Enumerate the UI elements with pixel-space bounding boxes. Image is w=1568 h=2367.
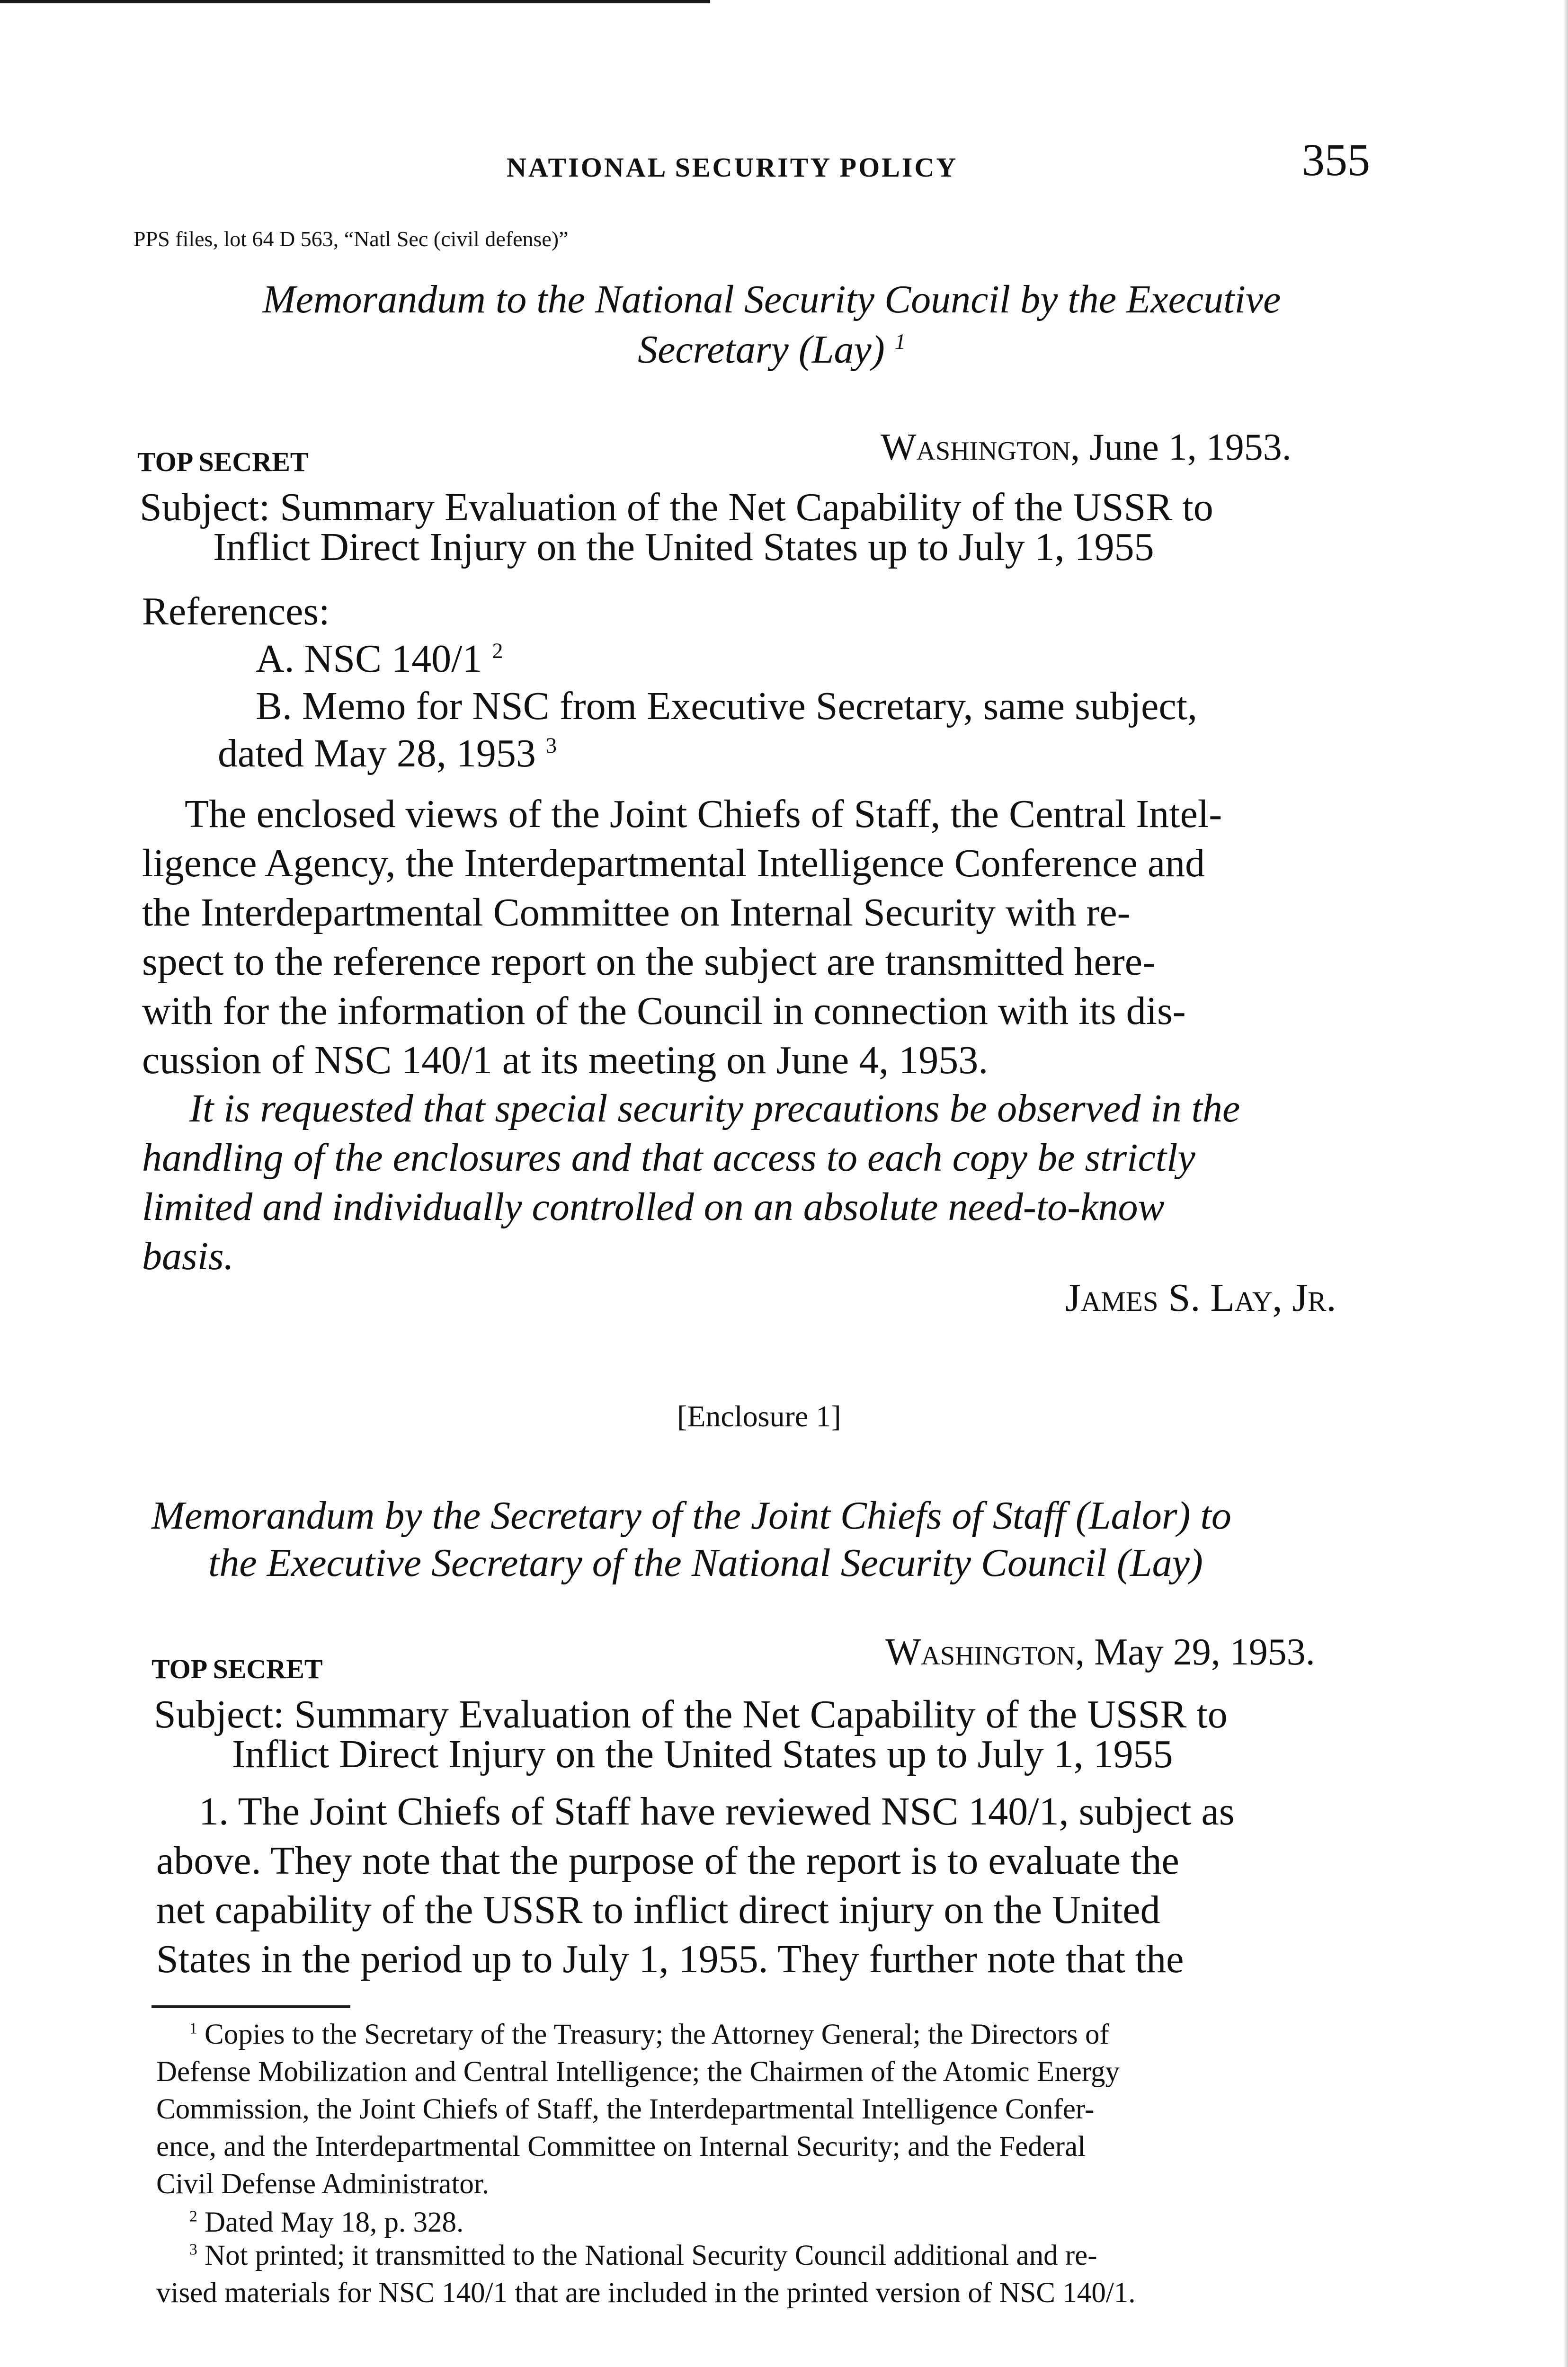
doc1-paragraph-2 — [142, 1084, 1401, 1281]
doc1-title-line2-text: Secretary (Lay) — [638, 328, 885, 372]
doc1-p1-line: ligence Agency, the Interdepartmental Intelligence Conference and — [142, 841, 1205, 885]
footnote-2 — [189, 2204, 463, 2241]
footnote-1-text: Copies to the Secretary of the Treasury; the Attorney General; the Directors of — [205, 2019, 1109, 2050]
footnote-1-line: Civil Defense Administrator. — [156, 2168, 490, 2200]
doc1-p1-line: with for the information of the Council in connection with its dis- — [142, 989, 1186, 1033]
enclosure-label: [Enclosure 1] — [677, 1399, 841, 1433]
footnote-1-line: Commission, the Joint Chiefs of Staff, the Interdepartmental Intelligence Confer- — [156, 2093, 1095, 2125]
references-label: References: — [142, 589, 330, 633]
page-number: 355 — [1302, 134, 1370, 185]
footnote-1-line: ence, and the Interdepartmental Committee on Internal Security; and the Federal — [156, 2131, 1086, 2162]
doc1-p1-line: spect to the reference report on the subject are transmitted here- — [142, 940, 1156, 984]
doc1-subject-line2: Inflict Direct Injury on the United States up to July 1, 1955 — [213, 525, 1154, 569]
doc2-paragraph-1 — [156, 1787, 1406, 1984]
doc1-footnote-ref-1: 1 — [894, 329, 906, 354]
footnote-2-text: Dated May 18, p. 328. — [205, 2207, 464, 2238]
doc2-p1-line: above. They note that the purpose of the report is to evaluate the — [156, 1839, 1179, 1883]
footnote-3-mark: 3 — [189, 2241, 197, 2259]
doc2-dateline — [885, 1631, 1315, 1674]
doc1-p2-line: limited and individually controlled on an absolute need-to-know — [142, 1185, 1165, 1229]
doc2-date: , May 29, 1953. — [1075, 1631, 1315, 1673]
reference-a — [256, 634, 503, 684]
doc1-p1-line: cussion of NSC 140/1 at its meeting on June 4, 1953. — [142, 1038, 989, 1082]
source-citation: PPS files, lot 64 D 563, “Natl Sec (civil defense)” — [134, 227, 569, 251]
doc1-p1-line: The enclosed views of the Joint Chiefs of Staff, the Central Intel- — [185, 792, 1222, 836]
doc1-dateline — [881, 426, 1292, 469]
doc1-title-line1: Memorandum to the National Security Council by the Executive — [262, 277, 1281, 321]
top-border-line — [0, 0, 710, 3]
doc1-place: Washington — [881, 427, 1071, 468]
footnote-3-line — [156, 2237, 1416, 2274]
footnote-1 — [156, 2016, 1406, 2203]
footnote-1-mark: 1 — [189, 2020, 197, 2038]
doc1-p2-line: basis. — [142, 1234, 234, 1278]
doc1-date: , June 1, 1953. — [1070, 427, 1292, 468]
reference-b-line1: B. Memo for NSC from Executive Secretary, same subject, — [256, 684, 1198, 728]
reference-b-note: 3 — [545, 733, 557, 757]
running-head: NATIONAL SECURITY POLICY — [507, 152, 958, 183]
page-edge-shadow — [1563, 0, 1568, 2367]
footnote-rule — [151, 2005, 350, 2008]
footnote-3-line: vised materials for NSC 140/1 that are included in the printed version of NSC 140/1. — [156, 2277, 1136, 2309]
doc1-p2-line: handling of the enclosures and that access to each copy be strictly — [142, 1136, 1195, 1180]
footnote-1-line: Defense Mobilization and Central Intelligence; the Chairmen of the Atomic Energy — [156, 2056, 1120, 2088]
doc1-title-line2 — [142, 325, 1401, 375]
reference-b-line2-text: dated May 28, 1953 — [218, 731, 536, 775]
doc2-title-line1: Memorandum by the Secretary of the Joint Chiefs of Staff (Lalor) to — [151, 1494, 1231, 1538]
reference-a-note: 2 — [492, 639, 503, 663]
doc2-p1-line: net capability of the USSR to inflict direct injury on the United — [156, 1888, 1160, 1932]
doc2-title-line2: the Executive Secretary of the National Security Council (Lay) — [208, 1541, 1203, 1585]
doc1-p1-line: the Interdepartmental Committee on Internal Security with re- — [142, 890, 1131, 934]
reference-b-line2 — [218, 729, 557, 778]
reference-a-text: A. NSC 140/1 — [256, 637, 482, 681]
footnote-2-mark: 2 — [189, 2207, 197, 2225]
footnote-3-text: Not printed; it transmitted to the National Security Council additional and re- — [205, 2240, 1097, 2271]
doc2-classification: TOP SECRET — [151, 1654, 323, 1684]
doc2-p1-line: 1. The Joint Chiefs of Staff have reviewed NSC 140/1, subject as — [199, 1789, 1235, 1833]
doc1-paragraph-1 — [142, 790, 1392, 1085]
doc1-subject-line1: Subject: Summary Evaluation of the Net Capability of the USSR to — [140, 485, 1213, 529]
doc1-p2-line: It is requested that special security precautions be observed in the — [189, 1086, 1240, 1130]
doc1-classification: TOP SECRET — [137, 446, 309, 477]
doc2-place: Washington — [885, 1631, 1076, 1673]
footnote-3 — [156, 2237, 1416, 2312]
footnote-1-line — [156, 2016, 1406, 2053]
doc2-subject-line2: Inflict Direct Injury on the United States up to July 1, 1955 — [232, 1732, 1173, 1776]
doc2-subject-line1: Subject: Summary Evaluation of the Net Capability of the USSR to — [154, 1692, 1228, 1736]
doc1-title — [142, 275, 1401, 375]
signature: James S. Lay, Jr. — [1065, 1276, 1336, 1320]
doc2-p1-line: States in the period up to July 1, 1955. They further note that the — [156, 1937, 1184, 1981]
